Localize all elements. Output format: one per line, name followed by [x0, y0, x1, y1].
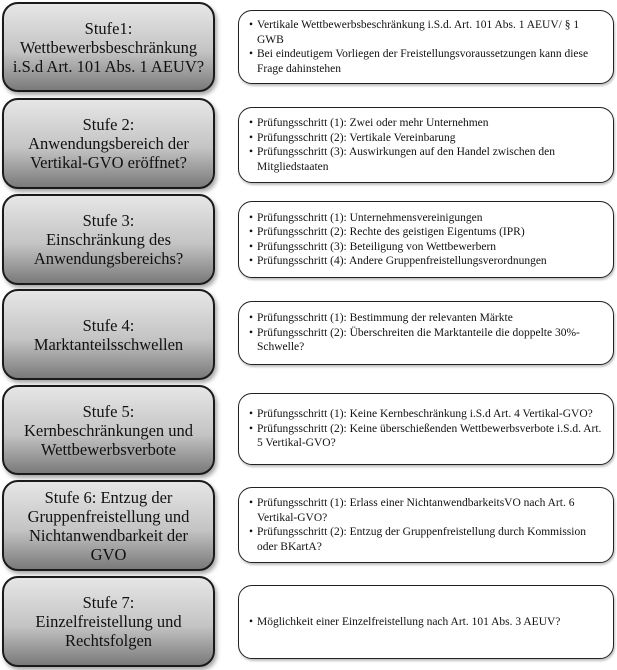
stage-box-2: [2, 98, 215, 189]
stage-title-3: Stufe 3: Einschränkung des Anwendungsbereichs?: [33, 211, 184, 268]
bullet-item: • Prüfungsschritt (1): Unternehmensvereinigungen: [249, 211, 605, 226]
bullet-item: • Prüfungsschritt (1): Zwei oder mehr Unternehmen: [249, 116, 605, 131]
bullet-list-7: [249, 615, 605, 630]
stage-box-7: [2, 576, 215, 667]
step-row-3: [0, 194, 617, 285]
stage-box-6: [2, 480, 215, 571]
bullet-list-6: [249, 496, 605, 554]
stage-box-3: [2, 194, 215, 285]
bullet-list-5: [249, 407, 605, 451]
detail-box-5: [238, 393, 614, 465]
detail-box-3: [238, 201, 614, 278]
bullet-item: • Prüfungsschritt (1): Bestimmung der relevanten Märkte: [249, 311, 605, 326]
bullet-item: • Möglichkeit einer Einzelfreistellung nach Art. 101 Abs. 3 AEUV?: [249, 615, 605, 630]
stage-box-5: [2, 385, 215, 475]
bullet-item: • Prüfungsschritt (2): Vertikale Vereinbarung: [249, 131, 605, 146]
bullet-item: • Prüfungsschritt (1): Keine Kernbeschränkung i.S.d Art. 4 Vertikal-GVO?: [249, 407, 605, 422]
bullet-item: • Prüfungsschritt (1): Erlass einer NichtanwendbarkeitsVO nach Art. 6 Vertikal-GVO?: [249, 496, 605, 525]
step-row-4: [0, 289, 617, 380]
step-row-1: [0, 2, 617, 92]
detail-box-7: [238, 585, 614, 659]
bullet-item: • Prüfungsschritt (2): Überschreiten die Marktanteile die doppelte 30%-Schwelle?: [249, 326, 605, 355]
stage-box-4: [2, 289, 215, 380]
detail-box-1: [238, 10, 614, 84]
stage-title-5: Stufe 5: Kernbeschränkungen und Wettbewerbsverbote: [23, 401, 194, 459]
detail-box-2: [238, 107, 614, 183]
step-row-7: [0, 576, 617, 667]
bullet-item: • Prüfungsschritt (2): Entzug der Gruppenfreistellung durch Kommission oder BKartA?: [249, 525, 605, 554]
stage-title-4: Stufe 4: Marktanteilsschwellen: [33, 315, 184, 354]
bullet-item: • Bei eindeutigem Vorliegen der Freistellungsvoraussetzungen kann diese Frage dahinstehen: [249, 47, 605, 76]
step-row-6: [0, 480, 617, 571]
bullet-item: • Vertikale Wettbewerbsbeschränkung i.S.d. Art. 101 Abs. 1 AEUV/ § 1 GWB: [249, 18, 605, 47]
bullet-item: • Prüfungsschritt (2): Rechte des geistigen Eigentums (IPR): [249, 225, 605, 240]
stage-title-2: Stufe 2: Anwendungsbereich der Vertikal-GVO eröffnet?: [28, 115, 189, 172]
stage-title-7: Stufe 7: Einzelfreistellung und Rechtsfolgen: [35, 593, 182, 650]
bullet-list-3: [249, 211, 605, 269]
bullet-item: • Prüfungsschritt (3): Auswirkungen auf den Handel zwischen den Mitgliedstaaten: [249, 145, 605, 174]
stage-title-1: Stufe1: Wettbewerbsbeschränkung i.S.d Art. 101 Abs. 1 AEUV?: [12, 18, 205, 76]
bullet-item: • Prüfungsschritt (2): Keine überschießenden Wettbewerbsverbote i.S.d. Art. 5 Vertikal-GVO?: [249, 422, 605, 451]
bullet-list-4: [249, 311, 605, 355]
stage-title-6: Stufe 6: Entzug der Gruppenfreistellung und Nichtanwendbarkeit der GVO: [27, 487, 190, 564]
detail-box-4: [238, 301, 614, 365]
step-row-2: [0, 98, 617, 189]
bullet-item: • Prüfungsschritt (3): Beteiligung von Wettbewerbern: [249, 240, 605, 255]
step-row-5: [0, 385, 617, 475]
bullet-list-1: [249, 18, 605, 76]
bullet-item: • Prüfungsschritt (4): Andere Gruppenfreistellungsverordnungen: [249, 254, 605, 269]
detail-box-6: [238, 487, 614, 563]
bullet-list-2: [249, 116, 605, 174]
stage-box-1: [2, 2, 215, 92]
